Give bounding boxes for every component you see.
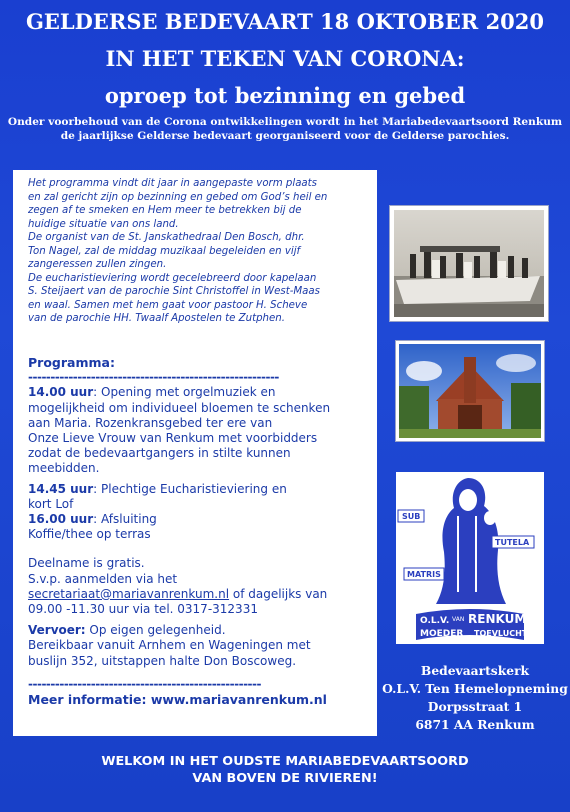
program-item-4: Koffie/thee op terras xyxy=(28,527,151,542)
logo-text-renkum: RENKUM xyxy=(468,612,527,626)
description-line: Ton Nagel, zal de middag muzikaal begeleiden en vijf xyxy=(28,245,301,257)
church-photo xyxy=(396,341,544,441)
deelname-line-4: 09.00 -11.30 uur via tel. 0317-312331 xyxy=(28,602,258,617)
program-item-1-line: meebidden. xyxy=(28,461,100,476)
divider-dashes: -------------------------------------------------------- xyxy=(28,370,279,385)
vervoer-line-1 xyxy=(28,623,368,638)
welcome-banner xyxy=(0,753,570,787)
intro-text xyxy=(0,115,570,143)
divider-dashes-2: ---------------------------------------------------- xyxy=(28,676,261,691)
logo-text-van: VAN xyxy=(452,616,465,623)
boat-photo-frame xyxy=(389,205,549,322)
logo-text-moeder: MOEDER xyxy=(420,629,464,639)
description-line: huidige situatie van ons land. xyxy=(28,218,179,230)
program-description xyxy=(28,177,368,326)
description-line: De organist van de St. Janskathedraal Den Bosch, dhr. xyxy=(28,232,305,243)
vervoer-line-2: Bereikbaar vanuit Arnhem en Wageningen met xyxy=(28,638,311,653)
logo-frame xyxy=(396,472,544,644)
title-line-2: IN HET TEKEN VAN CORONA: xyxy=(105,46,465,71)
madonna-logo xyxy=(396,472,544,644)
program-item-2 xyxy=(28,482,368,497)
deelname-line-3 xyxy=(28,587,368,602)
welcome-line-2: VAN BOVEN DE RIVIEREN! xyxy=(192,771,378,786)
program-item-3 xyxy=(28,512,368,527)
programma-section xyxy=(28,355,368,707)
address-line-3: Dorpsstraat 1 xyxy=(427,699,523,714)
deelname-suffix: of dagelijks van xyxy=(229,586,328,601)
program-time-2: 14.45 uur xyxy=(28,481,94,496)
welcome-line-1: WELKOM IN HET OUDSTE MARIABEDEVAARTSOORD xyxy=(101,754,469,769)
program-item-3-text: : Afsluiting xyxy=(93,512,157,527)
program-item-1-line: mogelijkheid om individueel bloemen te schenken xyxy=(28,400,331,415)
intro-line-1: Onder voorbehoud van de Corona ontwikkelingen wordt in het Mariabedevaartsoord Renkum xyxy=(7,116,563,128)
email-link[interactable]: secretariaat@mariavanrenkum.nl xyxy=(28,586,230,601)
title-line-1: GELDERSE BEDEVAART 18 OKTOBER 2020 xyxy=(25,9,545,34)
address-line-2: O.L.V. Ten Hemelopneming xyxy=(382,681,568,696)
meer-informatie[interactable]: Meer informatie: www.mariavanrenkum.nl xyxy=(28,692,327,708)
description-line: zangeressen zullen zingen. xyxy=(28,259,167,270)
description-line: S. Steijaert van de parochie Sint Christoffel in West-Maas xyxy=(28,286,320,297)
deelname-line-1: Deelname is gratis. xyxy=(28,556,145,571)
description-line: De eucharistieviering wordt gecelebreerd door kapelaan xyxy=(28,272,317,284)
description-line: van de parochie HH. Twaalf Apostelen te Zutphen. xyxy=(28,313,285,324)
address-line-4: 6871 AA Renkum xyxy=(415,717,535,732)
logo-text-matris: MATRIS xyxy=(407,570,441,579)
vervoer-label: Vervoer: xyxy=(28,623,86,638)
logo-text-sub: SUB xyxy=(402,512,421,521)
description-line: zegen af te smeken en Hem meer te betrekken bij de xyxy=(28,205,302,216)
address-line-1: Bedevaartskerk xyxy=(420,663,530,678)
program-item-2-line: kort Lof xyxy=(28,496,74,511)
program-time-1: 14.00 uur xyxy=(28,385,94,400)
boat-photo xyxy=(390,206,548,321)
program-item-2-line: : Plechtige Eucharistieviering en xyxy=(93,481,287,496)
program-item-1-line: : Opening met orgelmuziek en xyxy=(93,385,276,400)
logo-text-tutela: TUTELA xyxy=(495,538,530,547)
logo-text-olv: O.L.V. xyxy=(420,616,450,626)
church-address xyxy=(380,662,570,734)
title-line-3: oproep tot bezinning en gebed xyxy=(104,83,466,108)
program-item-1-line: aan Maria. Rozenkransgebed ter ere van xyxy=(28,415,273,430)
program-time-3: 16.00 uur xyxy=(28,512,94,527)
programma-heading: Programma: xyxy=(28,355,115,370)
program-item-1 xyxy=(28,385,368,400)
vervoer-text: Op eigen gelegenheid. xyxy=(85,623,226,638)
deelname-line-2: S.v.p. aanmelden via het xyxy=(28,571,178,586)
program-item-1-line: Onze Lieve Vrouw van Renkum met voorbidders xyxy=(28,431,318,446)
description-line: Het programma vindt dit jaar in aangepaste vorm plaats xyxy=(28,178,317,189)
description-line: en zal gericht zijn op bezinning en gebed om God’s heil en xyxy=(28,191,328,203)
logo-text-toevlucht: TOEVLUCHT xyxy=(474,629,528,638)
vervoer-line-3: buslijn 352, uitstappen halte Don Boscoweg. xyxy=(28,653,297,668)
program-item-1-line: zodat de bedevaartgangers in stilte kunnen xyxy=(28,446,291,461)
church-photo-frame xyxy=(395,340,545,442)
intro-line-2: de jaarlijkse Gelderse bedevaart georganiseerd voor de Gelderse parochies. xyxy=(60,130,510,142)
description-line: en waal. Samen met hem gaat voor pastoor H. Scheve xyxy=(28,299,308,311)
